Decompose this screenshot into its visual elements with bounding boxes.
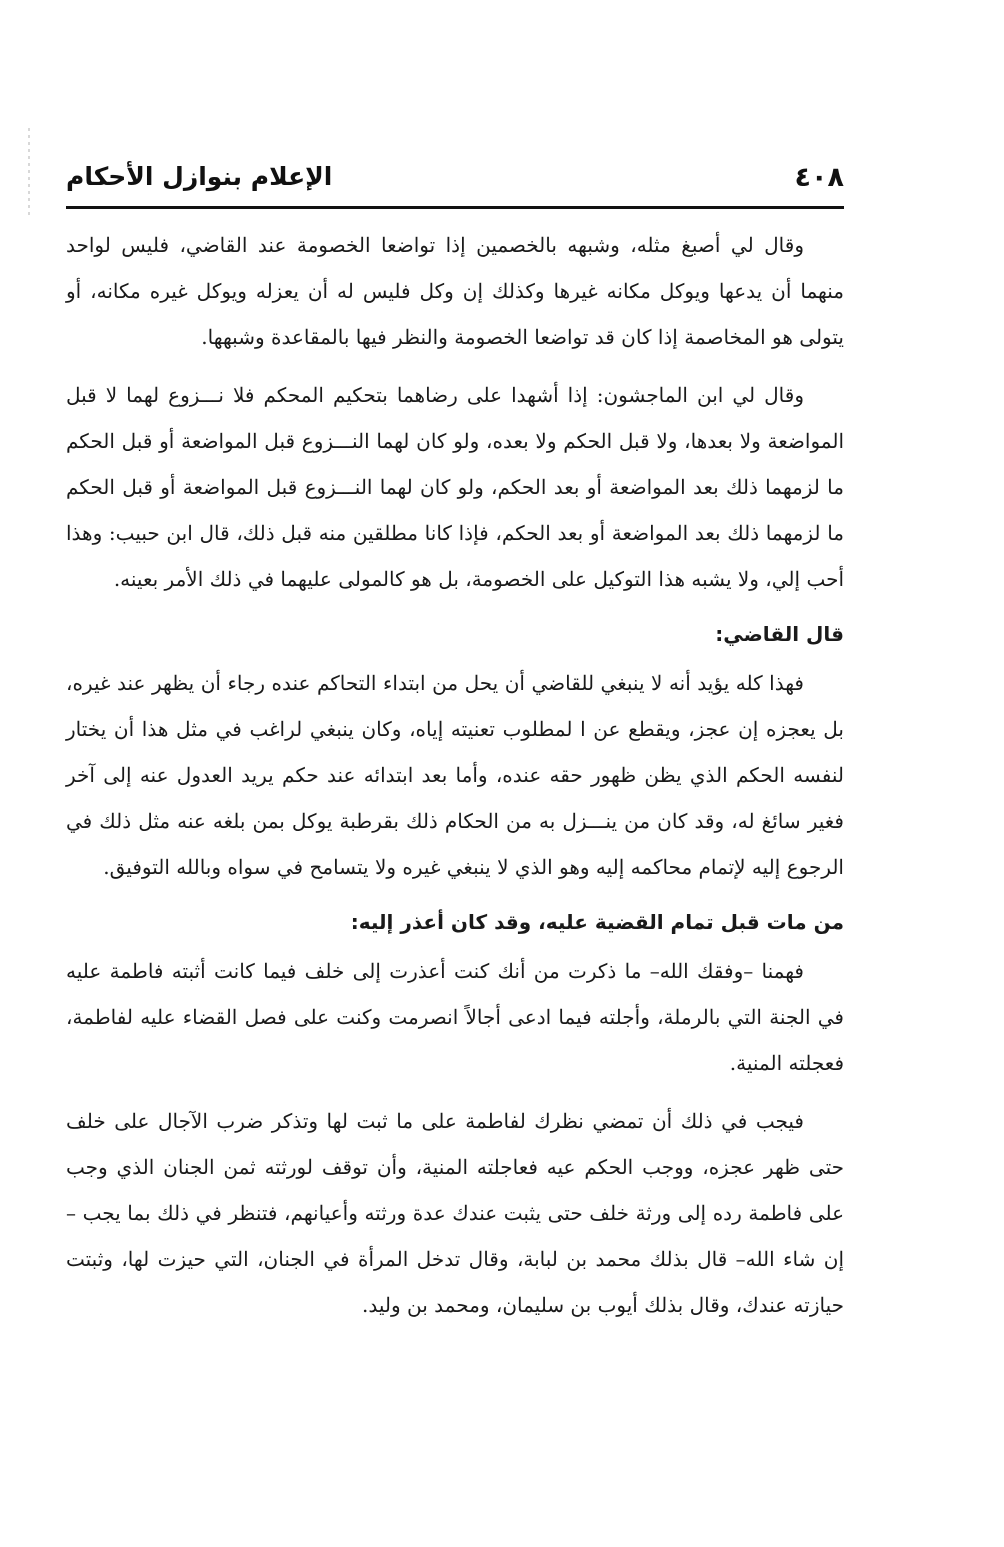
paragraph-asbagh: وقال لي أصبغ مثله، وشبهه بالخصمين إذا تواضعا الخصومة عند القاضي، فليس لواحد منهما أن يدعها ويوكل مكانه غيرها وكذلك إن وكل فليس له أن يعزله ويوكل غيره مكانه، أو يتولى هو المخاصمة إذا كان قد تواضعا الخصومة والنظر فيها بالمقاعدة وشبهها. xyxy=(66,233,844,349)
paragraph-fatima-case: فهمنا –وفقك الله– ما ذكرت من أنك كنت أعذرت إلى خلف فيما كانت أثبته فاطمة عليه في الجنة التي بالرملة، وأجلته فيما ادعى أجالاً انصرمت وكنت على فصل القضاء عليه لفاطمة، فعجلته المنية. xyxy=(66,959,844,1075)
page-body xyxy=(66,222,844,1340)
header-rule xyxy=(66,206,844,209)
section-heading-qadi: قال القاضي: xyxy=(715,622,844,646)
paragraph-ibn-majishun: وقال لي ابن الماجشون: إذا أشهدا على رضاهما بتحكيم المحكم فلا نـــزوع لهما لا قبل المواضعة ولا بعدها، ولا قبل الحكم ولا بعده، ولو كان لهما النـــزوع قبل المواضعة أو قبل الحكم ما لزمهما ذلك بعد المواضعة أو بعد الحكم، ولو كان لهما النـــزوع قبل المواضعة أو قبل الحكم ما لزمهما ذلك بعد المواضعة أو بعد الحكم، فإذا كانا مطلقين منه قبل ذلك، قال ابن حبيب: وهذا أحب إلي، ولا يشبه هذا التوكيل على الخصومة، بل هو كالمولى عليهما في ذلك الأمر بعينه. xyxy=(66,383,844,591)
page-number: ٤٠٨ xyxy=(794,162,844,193)
running-title: الإعلام بنوازل الأحكام xyxy=(66,162,333,191)
section-heading-death-before-judgment: من مات قبل تمام القضية عليه، وقد كان أعذر إليه: xyxy=(350,910,844,934)
paragraph-qadi-commentary: فهذا كله يؤيد أنه لا ينبغي للقاضي أن يحل من ابتداء التحاكم عنده رجاء أن يظهر عند غيره، بل يعجزه إن عجز، ويقطع عن ا لمطلوب تعنيته إياه، وكان ينبغي لراغب في مثل هذا أن يختار لنفسه الحكم الذي يظن ظهور حقه عنده، وأما بعد ابتدائه عند حكم يريد العدول عنه إلى آخر فغير سائغ له، وقد كان من ينـــزل به من الحكام ذلك بقرطبة يوكل بمن بلغه عنه مثل ذلك في الرجوع إليه لإتمام محاكمه إليه وهو الذي لا ينبغي غيره ولا يتسامح في سواه وبالله التوفيق. xyxy=(66,671,844,879)
scan-edge-mark xyxy=(28,128,30,218)
page-header xyxy=(66,160,844,206)
paragraph-ruling: فيجب في ذلك أن تمضي نظرك لفاطمة على ما ثبت لها وتذكر ضرب الآجال على خلف حتى ظهر عجزه، ووجب الحكم عيه فعاجلته المنية، وأن توقف لورثته ثمن الجنان الذي وجب على فاطمة رده إلى ورثة خلف حتى يثبت عندك عدة ورثته وأعيانهم، فتنظر في ذلك بما يجب –إن شاء الله– قال بذلك محمد بن لبابة، وقال تدخل المرأة في الجنان، التي حيزت لها، وثبتت حيازته عندك، وقال بذلك أيوب بن سليمان، ومحمد بن وليد. xyxy=(66,1109,844,1317)
